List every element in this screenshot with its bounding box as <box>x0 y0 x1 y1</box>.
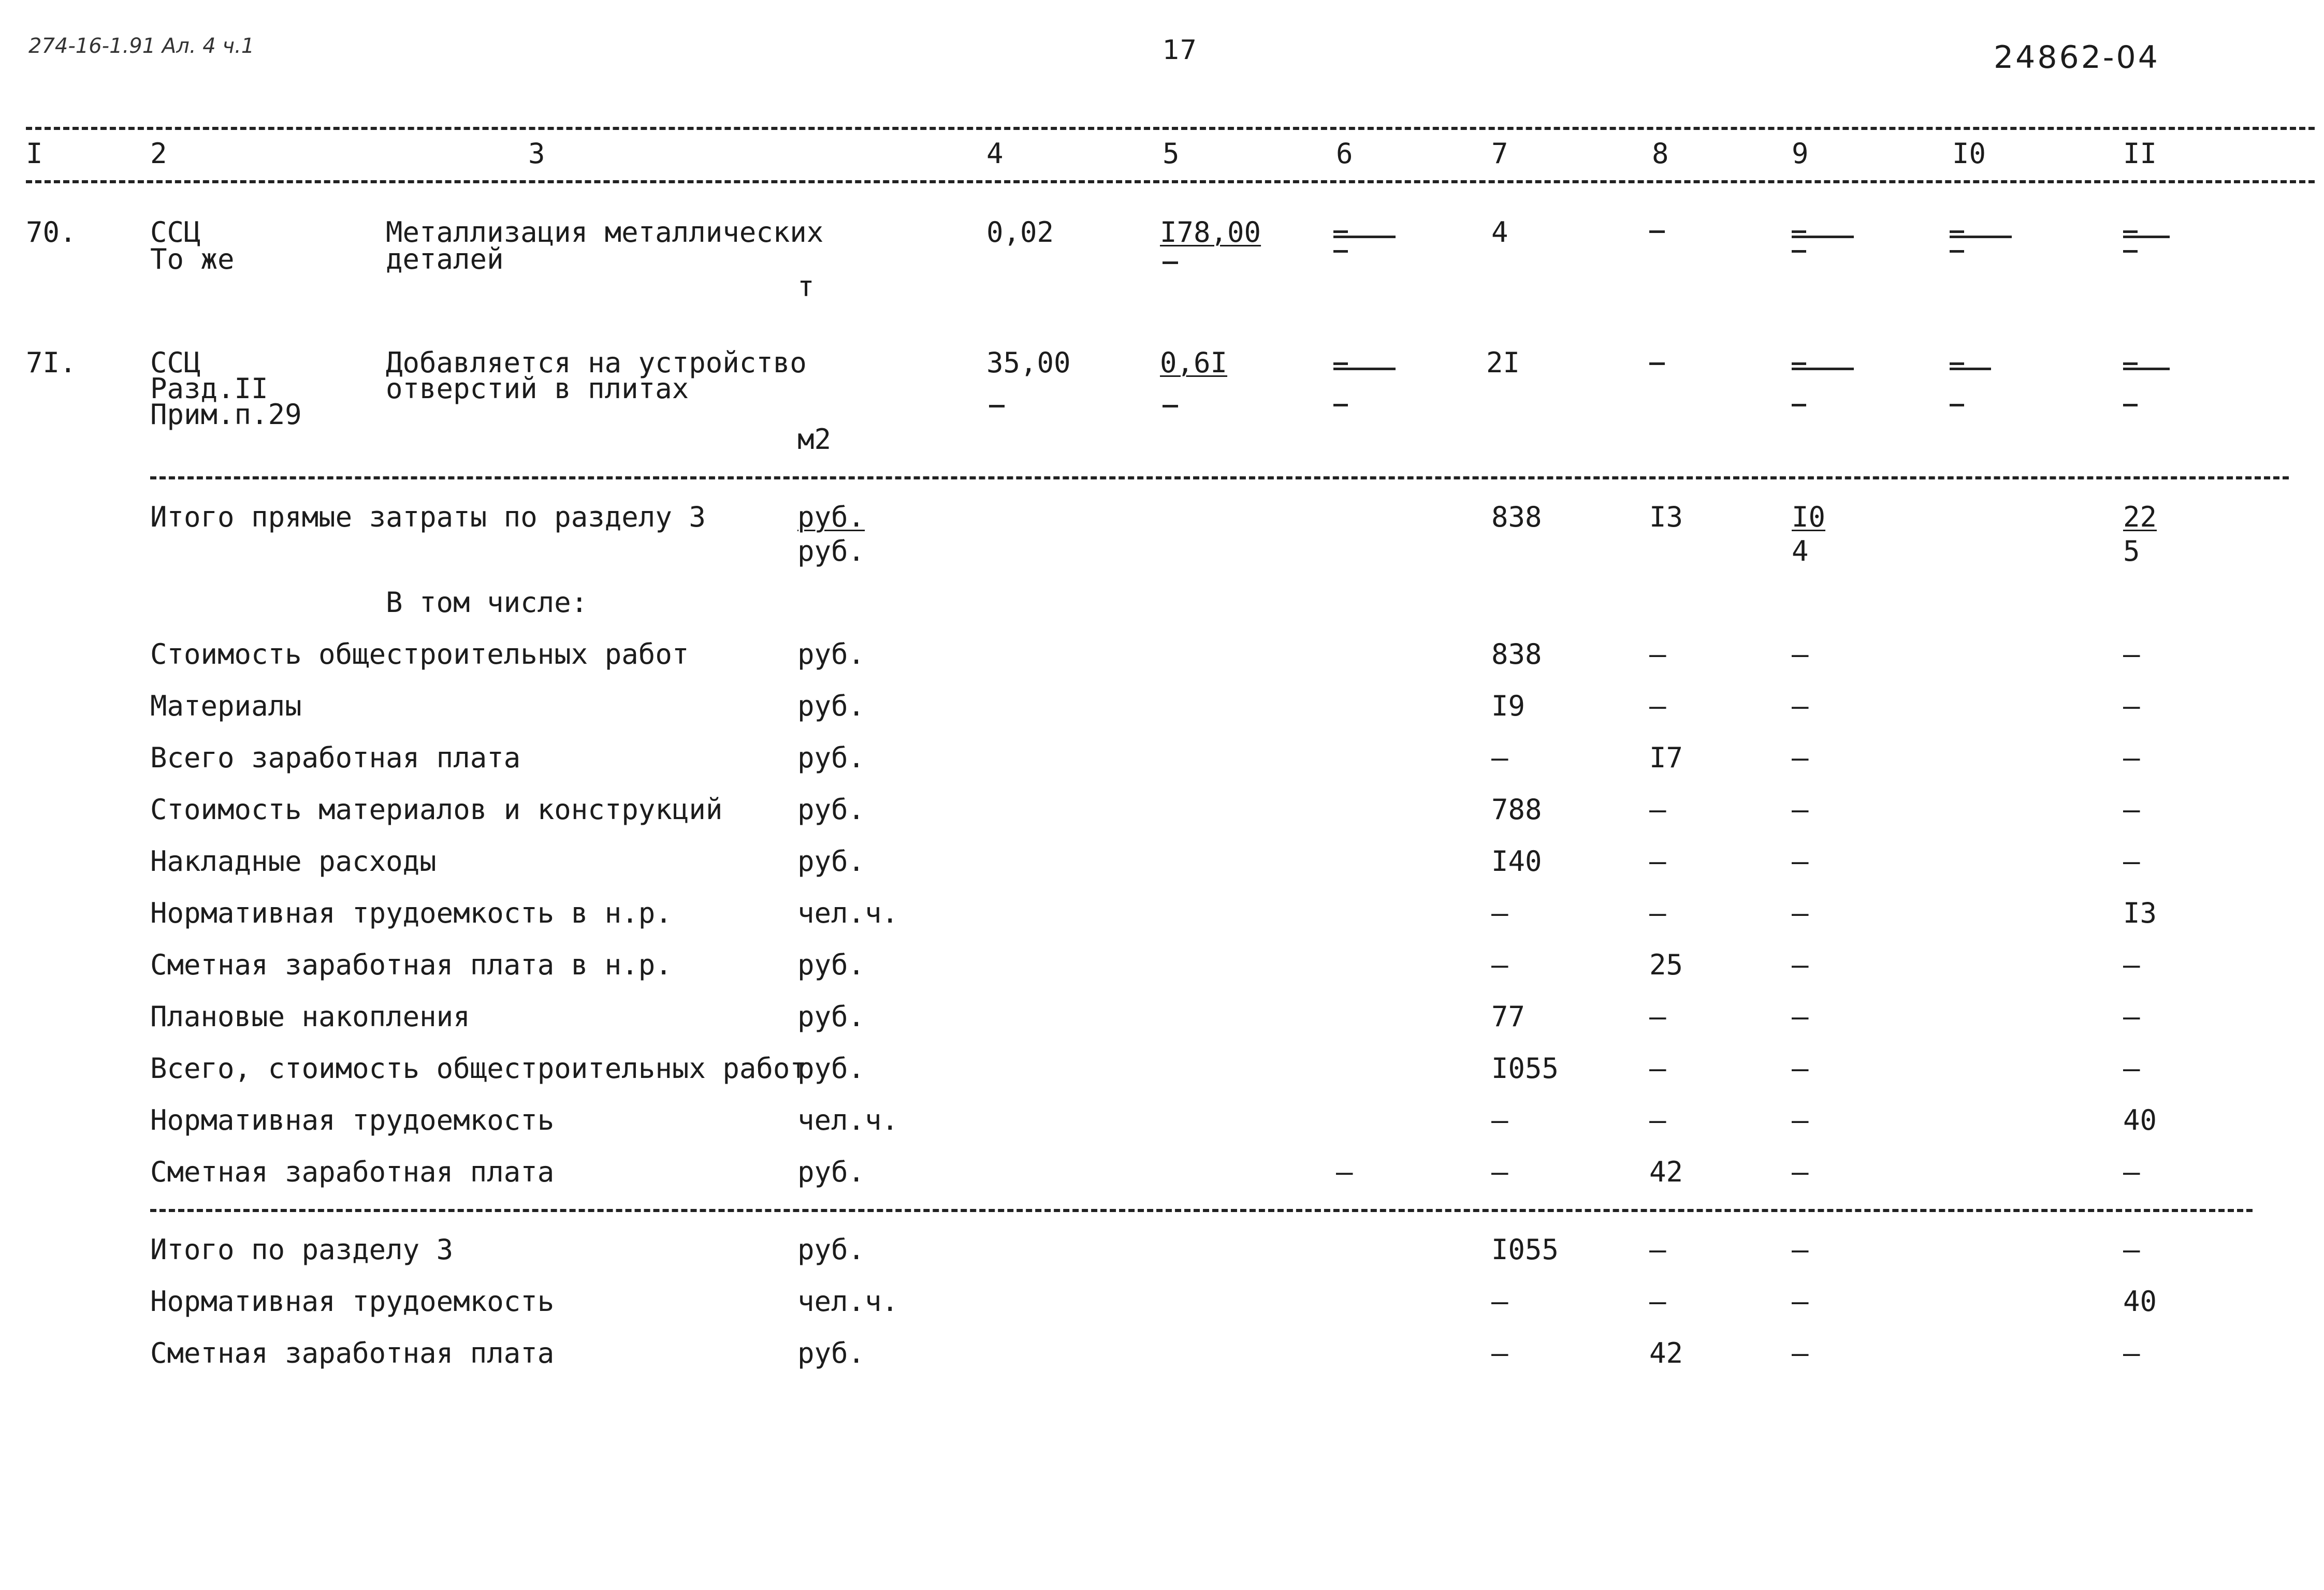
row-label: Сметная заработная плата <box>150 1337 555 1369</box>
c7-value: I9 <box>1491 690 1526 722</box>
c11-value: – <box>2123 638 2140 670</box>
column-header: 2 <box>150 137 167 170</box>
col11-value: 22 <box>2123 501 2157 533</box>
unit: руб. <box>797 501 865 533</box>
unit: руб. <box>797 690 865 722</box>
c9-value: – <box>1792 1104 1809 1136</box>
c7-value: 838 <box>1491 638 1542 670</box>
c11-value: 40 <box>2123 1104 2157 1136</box>
unit: руб. <box>797 535 865 567</box>
row-number: 7I. <box>26 346 77 379</box>
c7-value: – <box>1491 1156 1508 1188</box>
c9-value: – <box>1792 1156 1809 1188</box>
section-divider <box>150 476 2289 479</box>
row-label: Материалы <box>150 690 302 722</box>
unit: чел.ч. <box>797 1285 899 1318</box>
row-label: Плановые накопления <box>150 1000 470 1033</box>
unit: руб. <box>797 1156 865 1188</box>
final-divider <box>150 1209 2253 1212</box>
c9-value: – <box>1792 638 1809 670</box>
header-bottom-rule <box>26 180 2315 183</box>
c9-value: – <box>1792 1052 1809 1085</box>
work-name: Добавляется на устройство <box>386 346 807 379</box>
unit-price: 0,6I <box>1160 346 1228 379</box>
c7-value: – <box>1491 1337 1508 1369</box>
col9-value: I0 <box>1792 501 1826 533</box>
row-label: Всего, стоимость общестроительных работ <box>150 1052 807 1085</box>
col11-value: 5 <box>2123 535 2140 567</box>
document-number: 24862-04 <box>1994 39 2160 76</box>
unit: руб. <box>797 845 865 878</box>
unit-price: I78,00 <box>1160 216 1261 249</box>
c9-value: – <box>1792 690 1809 722</box>
column-header: 4 <box>986 137 1004 170</box>
c7-value: 77 <box>1491 1000 1526 1033</box>
c8-value: – <box>1649 845 1666 878</box>
c7-value: I40 <box>1491 845 1542 878</box>
row-label: Итого по разделу 3 <box>150 1233 454 1266</box>
c7-value: – <box>1491 741 1508 774</box>
c11-value: – <box>2123 690 2140 722</box>
c11-value: – <box>2123 793 2140 826</box>
c11-value: – <box>2123 1000 2140 1033</box>
c9-value: – <box>1792 741 1809 774</box>
c11-value: – <box>2123 1233 2140 1266</box>
column-header: II <box>2123 137 2157 170</box>
source-ref: То же <box>150 243 235 275</box>
unit: руб. <box>797 1000 865 1033</box>
unit: руб. <box>797 1233 865 1266</box>
row-label: Стоимость материалов и конструкций <box>150 793 723 826</box>
column-header: 5 <box>1163 137 1180 170</box>
c9-value: – <box>1792 1337 1809 1369</box>
c8-value: – <box>1649 1104 1666 1136</box>
col9-value: 4 <box>1792 535 1809 567</box>
source-ref: ССЦ <box>150 216 201 249</box>
unit: чел.ч. <box>797 897 899 929</box>
column-header: 6 <box>1336 137 1353 170</box>
handwritten-reference: 274-16-1.91 Ал. 4 ч.1 <box>28 34 255 58</box>
c9-value: – <box>1792 897 1809 929</box>
c8-value: – <box>1649 1052 1666 1085</box>
c7-value: – <box>1491 1104 1508 1136</box>
unit: т <box>797 270 815 303</box>
c8-value: – <box>1649 793 1666 826</box>
work-name: Металлизация металлических <box>386 216 824 249</box>
page-number: 17 <box>1163 35 1197 66</box>
c11-value: I3 <box>2123 897 2157 929</box>
column-header: 7 <box>1491 137 1508 170</box>
c7-value: – <box>1491 949 1508 981</box>
c11-value: – <box>2123 741 2140 774</box>
including-label: В том числе: <box>386 586 588 619</box>
row-label: Нормативная трудоемкость <box>150 1104 555 1136</box>
c9-value: – <box>1792 1233 1809 1266</box>
col7-value: 4 <box>1491 216 1508 249</box>
c9-value: – <box>1792 845 1809 878</box>
c11-value: – <box>2123 1156 2140 1188</box>
c8-value: – <box>1649 1233 1666 1266</box>
unit: руб. <box>797 638 865 670</box>
row-number: 70. <box>26 216 77 249</box>
work-name: отверстий в плитах <box>386 372 689 405</box>
unit: руб. <box>797 793 865 826</box>
c9-value: – <box>1792 949 1809 981</box>
unit: руб. <box>797 949 865 981</box>
dash-mark <box>1163 261 1178 264</box>
c7-value: I055 <box>1491 1052 1559 1085</box>
source-ref: Разд.II <box>150 372 268 405</box>
work-name: деталей <box>386 243 504 275</box>
c8-value: – <box>1649 1000 1666 1033</box>
c8-value: I7 <box>1649 741 1683 774</box>
c7-value: – <box>1491 897 1508 929</box>
source-ref: Прим.п.29 <box>150 398 302 431</box>
c9-value: – <box>1792 1000 1809 1033</box>
dash-mark <box>1163 405 1178 407</box>
col7-value: 2I <box>1486 346 1520 379</box>
dash-mark <box>1649 362 1665 365</box>
c9-value: – <box>1792 1285 1809 1318</box>
column-header: 8 <box>1652 137 1669 170</box>
unit: м2 <box>797 423 832 456</box>
row-label: Всего заработная плата <box>150 741 521 774</box>
col8-value: I3 <box>1649 501 1683 533</box>
c8-value: – <box>1649 638 1666 670</box>
row-label: Нормативная трудоемкость <box>150 1285 555 1318</box>
column-header: I <box>26 137 43 170</box>
row-label: Сметная заработная плата в н.р. <box>150 949 672 981</box>
unit: руб. <box>797 1052 865 1085</box>
unit: руб. <box>797 1337 865 1369</box>
c9-value: – <box>1792 793 1809 826</box>
c8-value: 42 <box>1649 1156 1683 1188</box>
c8-value: – <box>1649 897 1666 929</box>
c7-value: – <box>1491 1285 1508 1318</box>
c7-value: I055 <box>1491 1233 1559 1266</box>
row-label: Нормативная трудоемкость в н.р. <box>150 897 672 929</box>
column-header: 9 <box>1792 137 1809 170</box>
c11-value: 40 <box>2123 1285 2157 1318</box>
unit: руб. <box>797 741 865 774</box>
col7-value: 838 <box>1491 501 1542 533</box>
column-header: 3 <box>528 137 545 170</box>
row-label: Стоимость общестроительных работ <box>150 638 689 670</box>
c8-value: – <box>1649 690 1666 722</box>
row-label: Сметная заработная плата <box>150 1156 555 1188</box>
column-header: I0 <box>1952 137 1986 170</box>
quantity: 35,00 <box>986 346 1071 379</box>
section-total-label: Итого прямые затраты по разделу 3 <box>150 501 706 533</box>
unit: чел.ч. <box>797 1104 899 1136</box>
c8-value: – <box>1649 1285 1666 1318</box>
c11-value: – <box>2123 845 2140 878</box>
c8-value: 25 <box>1649 949 1683 981</box>
header-top-rule <box>26 127 2315 130</box>
source-ref: ССЦ <box>150 346 201 379</box>
c11-value: – <box>2123 1052 2140 1085</box>
c7-value: 788 <box>1491 793 1542 826</box>
dash-mark <box>989 405 1005 407</box>
row-label: Накладные расходы <box>150 845 437 878</box>
c11-value: – <box>2123 1337 2140 1369</box>
c6-value: – <box>1336 1156 1353 1188</box>
c11-value: – <box>2123 949 2140 981</box>
dash-mark <box>1649 230 1665 233</box>
c8-value: 42 <box>1649 1337 1683 1369</box>
quantity: 0,02 <box>986 216 1054 249</box>
